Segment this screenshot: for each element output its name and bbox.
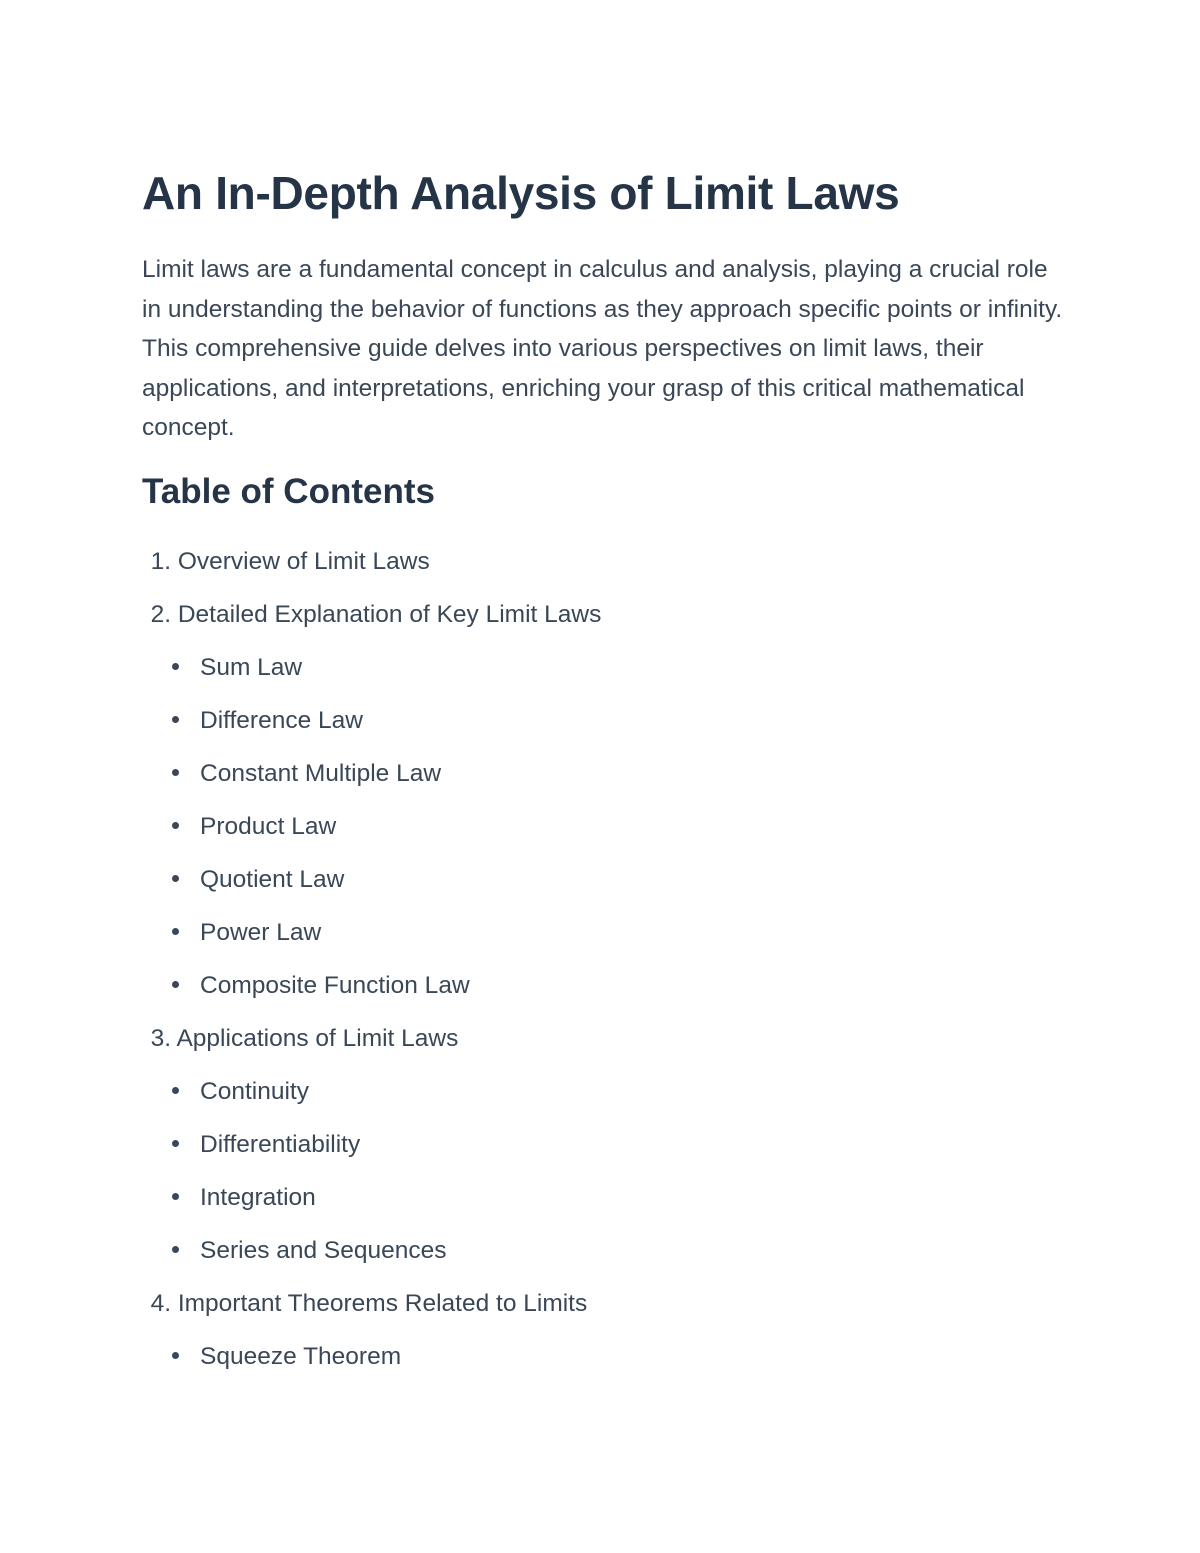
toc-subitem-quotient-law [142,860,601,913]
bullet-icon [172,928,179,935]
toc-item-number: 3. [150,1025,171,1052]
toc-item-number: 1. [150,548,171,575]
toc-subitem-differentiability [142,1125,601,1178]
toc-item-label: Overview of Limit Laws [177,548,430,575]
bullet-icon [172,981,179,988]
toc-subitem-difference-law [142,701,601,754]
toc-subitem-composite-function-law [142,966,601,1019]
toc-subitem-label: Integration [200,1184,316,1211]
bullet-icon [172,1140,179,1147]
toc-subitem-label: Sum Law [200,654,303,681]
toc-item-overview [142,542,601,595]
toc-item-number: 4. [150,1290,171,1317]
toc-subitem-label: Continuity [200,1078,309,1105]
toc-subitem-continuity [142,1072,601,1125]
bullet-icon [172,663,179,670]
bullet-icon [172,769,179,776]
toc-subitem-label: Constant Multiple Law [200,760,442,787]
toc-subitem-label: Differentiability [200,1131,361,1158]
toc-subitem-label: Power Law [200,919,322,946]
toc-item-theorems [142,1284,601,1337]
toc-subitem-power-law [142,913,601,966]
bullet-icon [172,1352,179,1359]
toc-subitem-label: Product Law [200,813,337,840]
toc-item-label: Applications of Limit Laws [176,1025,459,1052]
toc-subitem-label: Squeeze Theorem [200,1343,402,1370]
toc-subitem-constant-multiple-law [142,754,601,807]
bullet-icon [172,1246,179,1253]
toc-item-number: 2. [150,601,171,628]
toc-subitem-series-and-sequences [142,1231,601,1284]
toc-subitem-label: Composite Function Law [200,972,470,999]
bullet-icon [172,1193,179,1200]
toc-subitem-label: Series and Sequences [200,1237,447,1264]
toc-subitem-product-law [142,807,601,860]
toc-item-label: Important Theorems Related to Limits [177,1290,588,1317]
bullet-icon [172,822,179,829]
table-of-contents [142,542,601,1390]
toc-subitem-label: Difference Law [200,707,363,734]
intro-paragraph: Limit laws are a fundamental concept in calculus and analysis, playing a crucial role in understanding the behavior of functions as they approach specific points or infinity. This comprehensive guide delves into various perspectives on limit laws, their applications, and interpretations, enriching your grasp of this critical mathematical concept. [142,256,1063,442]
bullet-icon [172,1087,179,1094]
bullet-icon [172,716,179,723]
document-title: An In-Depth Analysis of Limit Laws [142,167,900,219]
toc-heading: Table of Contents [142,472,435,511]
bullet-icon [172,875,179,882]
toc-subitem-sum-law [142,648,601,701]
toc-item-applications [142,1019,601,1072]
toc-item-key-limit-laws [142,595,601,648]
toc-subitem-squeeze-theorem [142,1337,601,1390]
toc-subitem-label: Quotient Law [200,866,345,893]
toc-subitem-integration [142,1178,601,1231]
toc-item-label: Detailed Explanation of Key Limit Laws [177,601,602,628]
